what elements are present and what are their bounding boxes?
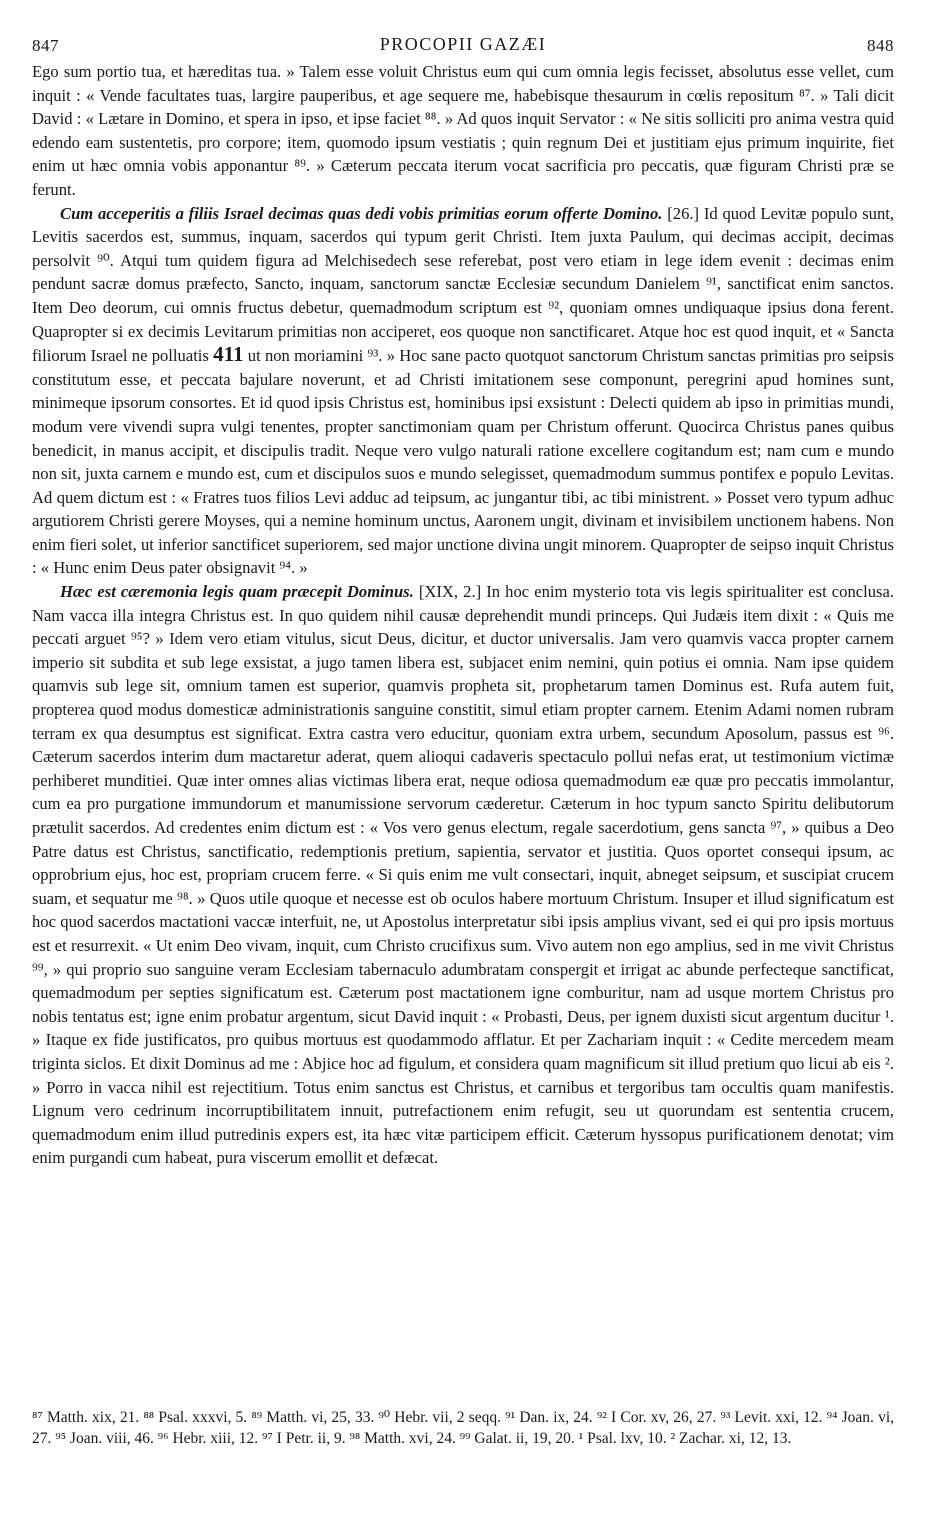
right-column-number: 848 bbox=[867, 36, 894, 55]
lemma-caeremonia: Hæc est cæremonia legis quam præcepit Dominus. bbox=[60, 582, 414, 602]
body-text bbox=[32, 60, 894, 1170]
inline-column-number: 411 bbox=[213, 342, 244, 367]
page bbox=[32, 0, 894, 1540]
paragraph-2 bbox=[32, 202, 894, 581]
paragraph-2-text-b: ut non moriamini ⁹³. » Hoc sane pacto quotquot sanctorum Christum sanctas primitias pro seipsis constitutum esse, et peccata bajulare noverunt, et ad Christi imitationem sese componunt, peregrini apud homines sunt, minimeque ipsorum consortes. Et id quod ipsis Christus est, hominibus ipsi exsistunt : Delecti quidem ab ipso in primitias mundi, modum vere vivendi supra vulgi tenentes, propter sanctimoniam quam per Christum offerunt. Quocirca Christus panes quibus benedicit, in manus accipit, et discipulis tradit. Neque vero vulgo naturali ratione excellere cogitandum est; nam cum e mundo non sit, juxta carnem e mundo est, cum et discipulos suos e mundo selegisset, quemadmodum summus pontifex e populo Levitas. Ad quem dictum est : « Fratres tuos filios Levi adduc ad teipsum, ac jungantur tibi, ac tibi ministrent. » Posset vero typum adhuc argutiorem Christi gerere Moyses, qui a nemine hominum unctus, Aaronem ungit, divinam et invisibilem unctionem habens. Non enim fieri solet, ut inferior sanctificet superiorem, sed major unctione divina ungit minorem. Quapropter de seipso inquit Christus : « Hunc enim Deus pater obsignavit ⁹⁴. » bbox=[32, 346, 894, 578]
paragraph-1: Ego sum portio tua, et hæreditas tua. » Talem esse voluit Christus eum qui cum omnia legis fecisset, absolutus esse vellet, cum inquit : « Vende facultates tuas, largire pauperibus, et age sequere me, habebisque thesaurum in cœlis repositum ⁸⁷. » Tali dicit David : « Lætare in Domino, et spera in ipso, et ipse faciet ⁸⁸. » Ad quos inquit Servator : « Ne sitis solliciti pro anima vestra quid edendo eam sustentetis, pro corpore; item, quomodo ipsum vestiatis ; quin regnum Dei et justitiam ejus primum inquirite, fiet enim ut hæc omnia vobis apponantur ⁸⁹. » Cæterum peccata iterum vocat sacrificia pro peccatis, quæ figuram Christi præ se ferunt. bbox=[32, 62, 894, 199]
running-title: PROCOPII GAZÆI bbox=[379, 34, 547, 54]
lemma-decimas: Cum acceperitis a filiis Israel decimas quas dedi vobis primitias eorum offerte Domino. bbox=[60, 203, 663, 223]
page-header bbox=[32, 0, 894, 60]
paragraph-2-text-a: [26.] Id quod Levitæ populo sunt, Levitis sacerdos est, summus, inquam, sacerdos qui typum gerit Christi. Item juxta Paulum, qui decimas accipit, decimas persolvit ⁹⁰. Atqui tum quidem figura ad Melchisedech sese referebat, post vero etiam in lege idem evenit : decimas enim pendunt sacræ domus præfecto, Sancto, inquam, sanctorum sanctæ Ecclesiæ secundum Danielem ⁹¹, sanctificat enim sanctos. Item Deo deorum, cui omnis fructus debetur, quemadmodum scriptum est ⁹², quoniam omnes undiquaque ipsius dona ferent. Quapropter si ex decimis Levitarum primitias non acciperet, eos quoque non sanctificaret. Atque hoc est quod inquit, et « Sancta filiorum Israel ne polluatis bbox=[32, 203, 895, 366]
footnotes: ⁸⁷ Matth. xix, 21. ⁸⁸ Psal. xxxvi, 5. ⁸⁹ Matth. vi, 25, 33. ⁹⁰ Hebr. vii, 2 seqq. ⁹¹ Dan. ix, 24. ⁹² I Cor. xv, 26, 27. ⁹³ Levit. xxi, 12. ⁹⁴ Joan. vi, 27. ⁹⁵ Joan. viii, 46. ⁹⁶ Hebr. xiii, 12. ⁹⁷ I Petr. ii, 9. ⁹⁸ Matth. xvi, 24. ⁹⁹ Galat. ii, 19, 20. ¹ Psal. lxv, 10. ² Zachar. xi, 12, 13. bbox=[32, 1409, 894, 1447]
paragraph-3-text: [XIX, 2.] In hoc enim mysterio tota vis legis spiritualiter est conclusa. Nam vacca illa integra Christus est. In quo quidem nihil causæ deprehendit mundi princeps. Qui Judæis item dixit : « Quis me peccati arguet ⁹⁵? » Idem vero etiam vitulus, sicut Deus, dicitur, et ductor universalis. Jam vero quamvis vacca propter carnem imperio sit subdita et sub lege exsistat, a jugo tamen libera est, subjacet enim nemini, quin potius ei omnia. Nam ipse quidem quamvis sub lege sit, omnium tamen est superior, quamvis propheta sit, prophetarum tamen Dominus est. Rufa autem fuit, propterea quod modus domesticæ administrationis sanguine constitit, simul etiam propter carnem. Etenim Adami nomen rubram terram ex qua desumptus est significat. Extra castra vero educitur, quoniam extra urbem, secundum Aposolum, passus est ⁹⁶. Cæterum sacerdos interim dum mactaretur aderat, quem alioqui cadaveris spectaculo pollui nefas erat, ut testimonium victimæ perhiberet munditiei. Quæ inter omnes alias victimas libera erat, neque odiosa quemadmodum eæ quæ pro peccatis immolantur, cum ea pro purgatione immundorum et manumissione servorum cæderetur. Cæterum in hoc typum sancto Spiritu delibutorum prætulit sacerdos. Ad credentes enim dictum est : « Vos vero genus electum, regale sacerdotium, gens sancta ⁹⁷, » quibus a Deo Patre datus est Christus, sanctificatio, redemptionis pretium, sapientia, servator et justitia. Quos oportet consequi ipsum, ac opprobrium ejus, hoc est, propriam crucem ferre. « Si quis enim me vult consectari, inquit, abneget seipsum, et suscipiat crucem suam, et sequatur me ⁹⁸. » Quos utile quoque et necesse est ob oculos habere mortuum Christum. Insuper et illud significatum est hoc quod sacerdos mactationi vaccæ interfuit, ne, ut Apostolus interpretatur sibi ipsis amplius vivant, sed ei qui pro ipsis mortuus est et resurrexit. « Ut enim Deo vivam, inquit, cum Christo crucifixus sum. Vivo autem non ego amplius, sed in me vivit Christus ⁹⁹, » qui proprio suo sanguine veram Ecclesiam tabernaculo adumbratam conspergit et irrigat ac abunde perfecteque sanctificat, quemadmodum per septies significatum est. Cæterum post mactationem igne comburitur, nam ad usque mortem Christus pro nobis tentatus est; igne enim probatur argentum, sicut David inquit : « Probasti, Deus, per ignem duxisti sicut argentum ducitur ¹. » Itaque ex fide justificatos, pro quibus mortuus est quodammodo afflatur. Et per Zachariam inquit : « Cedite mercedem meam triginta siclos. Et dixit Dominus ad me : Abjice hoc ad figulum, et considera quam magnificum sit illud pretium quo licui ab eis ². » Porro in vacca nihil est rejectitium. Totus enim sanctus est Christus, et carnibus et tergoribus tam occultis quam manifestis. Lignum vero cedrinum incorruptibilitatem innuit, putrefactionem enim refugit, seu ut quorundam est sententia crucem, quemadmodum enim illud putredinis expers est, ita hæc vitæ participem efficit. Cæterum hyssopus purificationem denotat; vim enim purgandi cum habeat, pura viscerum emollit et defæcat. bbox=[32, 582, 894, 1168]
left-column-number: 847 bbox=[32, 36, 59, 55]
paragraph-3 bbox=[32, 580, 894, 1170]
